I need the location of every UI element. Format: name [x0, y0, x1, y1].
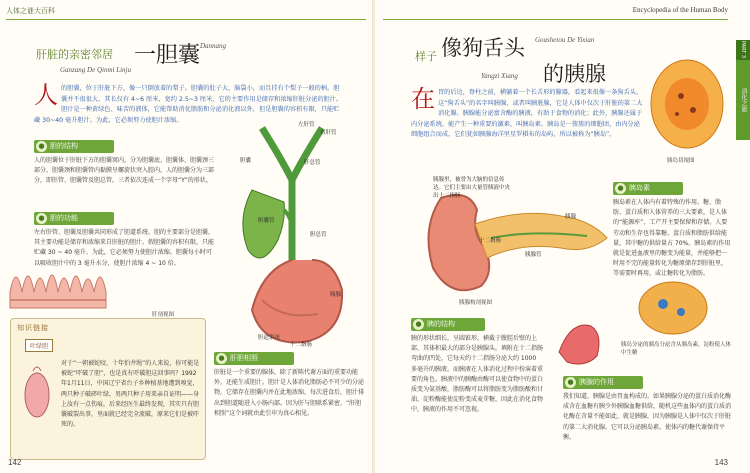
label-common-hepatic-duct: 肝总管	[304, 160, 321, 166]
knowledge-box	[10, 318, 206, 460]
section-body: 胰的形状细长，呈圆锥形，横截于腹腔后壁的上部，其体积最大的部分是胰腺头，填附在十二指肠弯曲的凹处，它每天约十二指肠分泌大约 1000 多毫升的胰液。而胰液在人体消化过程中扮演着重要的角色。胰液中的胰酶由酶可以使食物中的蛋白质变为氨基酸，脂肪酶可以将脂肪变为脂肪酸和甘油，淀粉酶能使淀粉变成麦芽糖，因此在消化食物中，胰液的作用不可忽视。	[411, 335, 544, 414]
islet-top-caption: 胰岛切视图	[667, 158, 695, 164]
left-header: 人体之谜大百科	[6, 7, 55, 15]
islet-illustration	[647, 56, 727, 156]
tissue-illustration	[8, 252, 108, 310]
page-number: 142	[8, 458, 22, 467]
label-cystic-duct: 胆囊管	[258, 218, 275, 224]
intro-text: 胃的后边，脊柱之前，横躺着一个长舌形的腺器，看起来很像一条狗舌头，这“狗舌头”的名字叫胰腺，或者叫胰脏腺，它是人体中仅次于肝脏的第二大消化腺。胰腺能分泌富含酶的胰液，有助于食物的消化；此外，胰腺还属于内分泌系统，能产生一种重要的激素，叫胰岛素。胰岛是一簇簇的细胞团，由内分泌细胞组合而成，它们犹如胰腺海洋里星罗棋布的岛屿，所以被称为“胰岛”。	[411, 89, 643, 138]
section-body: 人的胆囊位于肝脏下方的胆囊窝内，分为胆囊底、胆囊体、胆囊颈三部分。胆囊颈和胆囊管内黏膜呈螺旋状突入腔内，人的胆囊分为三部分，即肝管、胆囊管及胆总管，三者依次连成一个字母“Y”的形状。	[34, 157, 215, 185]
section-title: 胰腺的作用	[579, 378, 614, 386]
function-icon: ●	[36, 213, 47, 224]
label-pancreas: 胰腺	[565, 214, 577, 220]
section-heading	[34, 212, 114, 225]
biliary-caption: 胆道系统	[258, 335, 281, 341]
label-left-hepatic-duct: 左肝管	[298, 122, 315, 128]
liver-icon: ●	[216, 353, 227, 364]
section-heading	[411, 318, 485, 331]
section-body: 左右肝管、胆囊及胆囊共同形成了胆道系统。胆的主要部分是胆囊，其主要功能是储存和浓缩来自肝脏的胆汁。假胆囊的容积有限，只能贮藏 30 ~ 40 毫升。为此，它必须努力使胆汁浓缩。胆囊每小时可以吸收胆汁中的 3 毫升水分，使胆汁浓缩 4 ~ 10 倍。	[34, 229, 215, 267]
section-title: 胆的功能	[50, 214, 78, 222]
right-page	[375, 0, 750, 473]
chapter-tab: 消化之旅	[736, 60, 750, 140]
title-main-2: 的胰腺	[543, 62, 606, 86]
label-common-bile-duct: 胆总管	[310, 232, 327, 238]
box-tag: 叶绿胆	[25, 339, 53, 352]
section-body: 胰岛素在人体内有着特殊的作用。糖、脂肪、蛋白质和人体营养的三大要素，是人体的“能源库”，工产开主要保留和存储。人要劳动和生存也得靠糖。蛋白质和脂肪供给能量，其中糖的供给量占 70%。胰岛素的作用就是促进血液里的糖变为能量，并能够把一时用不完的能量转化为糖原储存到肝脏里，等需要时再用，或让糖转化为脂肪。	[613, 199, 731, 278]
label-right-hepatic-duct: 右肝管	[320, 130, 337, 136]
pancreas-caption: 胰腺构剖视图	[459, 300, 493, 306]
islet-caption: 胰岛分泌的胰岛分泌含从胰岛素，淀粉使人体中生糖	[621, 342, 732, 356]
section-body: 我们知道，胰腺是由胃血构成的。如果胰腺分泌的蛋白质消化酶成含在血糖有胰少外胰腺血糖供给，随机这些血体内的蛋白质消化酶在含量不能如此，就是胰腺，因为胰腺是人体中仅次于肝脏的第二大消化腺。它可以分泌胰岛素。使体内的糖代谢保持平衡。	[563, 393, 732, 441]
box-title: 知识链接	[17, 324, 49, 332]
pinyin-top: Dannang	[200, 42, 227, 50]
header-rule	[6, 19, 366, 20]
pinyin-bottom: Yangzi Xiang	[481, 72, 518, 80]
intro-text: 的胆囊，位于肝脏下方，像一只倒放着的梨子。胆囊的肚子大、脑袋小，而且挂有个梨子一般的柄。胆囊并不很很大，其长仅有 4~6 厘米，宽约 2.5~3 厘米，它的主要作用是储存和浓缩肝脏分泌的胆汁。胆汁是一种黄绿色、味苦的液体，它能帮助消化脂肪和分泌消化液以外，但是胆囊的容积有限，只能贮藏 30~40 毫升胆汁。为此，它必须努力使胆汁浓缩。	[34, 85, 343, 124]
section-heading	[563, 376, 643, 389]
box-text: 对于“一朝被蛇咬，十年怕井绳”的人来说，你可能是被蛇“吓破了胆”，也是真有吓破胆这回事吗？1992年1月11日，中国辽宁省台子乡种植基地遭到嗅觉，两只种子破碎叶绿，男两只种子用来亲自证明——身上汝有一点伤痕，后来经医生最终发现，其实只有胆囊破裂出事，里面就已经完全流破，原来它们是被吓死的。	[61, 360, 200, 429]
label-gallbladder: 胆囊	[240, 158, 252, 164]
function-icon: ●	[565, 377, 576, 388]
section-heading	[214, 352, 294, 365]
section-heading	[613, 182, 683, 195]
part-tab: PART 3	[736, 40, 750, 60]
title-sub: 肝脏的亲密邻居	[36, 48, 113, 61]
header-rule	[383, 19, 728, 20]
left-page	[0, 0, 373, 473]
callout-text: 胰腺里，被誉为大脑的信息传达。它们主要由大量管胰液中央出十二指肠	[433, 177, 511, 199]
title-main: 一胆囊	[134, 43, 201, 68]
section-title: 胰岛素	[629, 184, 650, 192]
label-duodenum: 十二指肠	[290, 342, 313, 348]
islet-cell-illustration	[633, 278, 713, 338]
pancreas-callout	[433, 176, 511, 200]
gallbladder-model-illustration	[17, 361, 57, 421]
gland-model-illustration	[551, 312, 607, 372]
right-header: Encyclopedia of the Human Body	[632, 6, 728, 14]
islet-icon: ●	[615, 183, 626, 194]
label-pancreas: 胰腺	[330, 292, 342, 298]
biliary-system-illustration	[222, 110, 362, 350]
section-title: 胰的结构	[427, 320, 455, 328]
title-main-1: 像狗舌头	[441, 36, 525, 60]
dropcap: 在	[411, 85, 435, 113]
section-title: 胆的结构	[50, 142, 78, 150]
label-duodenum: 十二指肠	[479, 238, 502, 244]
section-body: 肝脏是一个重要的腺体，除了新陈代谢方面的重要功能外，还能生成胆汁。胆汁是人体消化脂肪必不可少的分泌物，它储存在胆囊内并在此地浓缩，每次进食后，胆汁排出到胆道随进入小肠内部。因为肝与胆联系紧密，“肝胆相照”这个词就由此引申为真心相见。	[214, 369, 365, 417]
pinyin-bottom: Ganzang De Qinmi Linju	[60, 66, 131, 74]
dropcap: 人	[34, 81, 58, 109]
gallbladder-icon: ●	[36, 141, 47, 152]
title-prefix: 样子	[415, 50, 437, 63]
structure-icon: ●	[413, 319, 424, 330]
intro-paragraph	[411, 85, 643, 141]
label-pancreatic-duct: 胰腺管	[525, 252, 542, 258]
page-number: 143	[714, 458, 728, 467]
pinyin-top: Goushetou De Yixian	[535, 36, 595, 44]
section-title: 肝胆相照	[230, 354, 258, 362]
tissue-caption: 肝剖视图	[152, 312, 175, 318]
section-heading	[34, 140, 114, 153]
